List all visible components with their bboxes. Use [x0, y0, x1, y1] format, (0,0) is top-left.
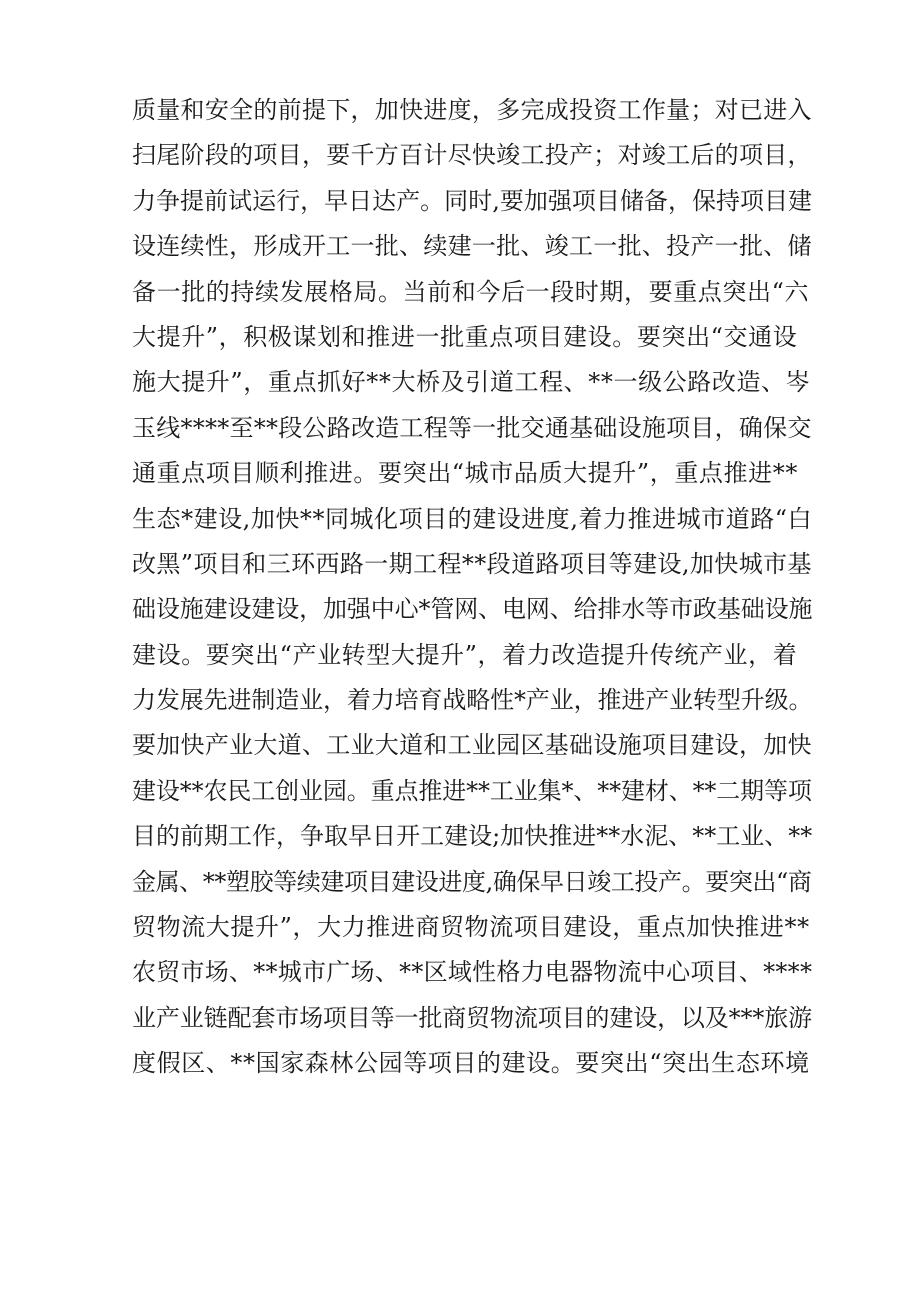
text-line: 改黑”项目和三环西路一期工程**段道路项目等建设,加快城市基 [132, 549, 812, 578]
text-line: 大提升”，积极谋划和推进一批重点项目建设。要突出“交通设 [132, 322, 798, 351]
text-line: 要加快产业大道、工业大道和工业园区基础设施项目建设，加快 [132, 731, 812, 760]
text-line: 扫尾阶段的项目，要千方百计尽快竣工投产；对竣工后的项目， [132, 141, 812, 170]
text-line: 施大提升”，重点抓好**大桥及引道工程、**一级公路改造、岑 [132, 368, 811, 397]
text-line: 农贸市场、**城市广场、**区域性格力电器物流中心项目、**** [132, 958, 813, 987]
text-line: 贸物流大提升”，大力推进商贸物流项目建设，重点加快推进** [132, 913, 810, 942]
body-text [132, 88, 813, 1087]
text-line: 备一批的持续发展格局。当前和今后一段时期，要重点突出“六 [132, 277, 810, 306]
text-line: 度假区、**国家森林公园等项目的建设。要突出“突出生态环境 [132, 1049, 810, 1078]
text-line: 业产业链配套市场项目等一批商贸物流项目的建设，以及***旅游 [132, 1003, 812, 1032]
text-line: 力发展先进制造业，着力培育战略性*产业，推进产业转型升级。 [132, 686, 813, 715]
text-line: 础设施建设建设，加强中心*管网、电网、给排水等市政基础设施 [132, 595, 813, 624]
text-line: 建设。要突出“产业转型大提升”，着力改造提升传统产业，着 [132, 640, 798, 669]
text-line: 力争提前试运行，早日达产。同时,要加强项目储备，保持项目建 [132, 186, 813, 215]
text-line: 通重点项目顺利推进。要突出“城市品质大提升”，重点推进** [132, 459, 798, 488]
text-line: 设连续性，形成开工一批、续建一批、竣工一批、投产一批、储 [132, 232, 812, 261]
text-line: 目的前期工作，争取早日开工建设;加快推进**水泥、**工业、** [132, 822, 813, 851]
text-line: 生态*建设,加快**同城化项目的建设进度,着力推进城市道路“白 [132, 504, 813, 533]
text-line: 金属、**塑胶等续建项目建设进度,确保早日竣工投产。要突出“商 [132, 867, 812, 896]
text-line: 质量和安全的前提下，加快进度，多完成投资工作量；对已进入 [132, 96, 812, 124]
text-line: 玉线****至**段公路改造工程等一批交通基础设施项目，确保交 [132, 413, 812, 442]
text-line: 建设**农民工创业园。重点推进**工业集*、**建材、**二期等项 [132, 776, 812, 805]
